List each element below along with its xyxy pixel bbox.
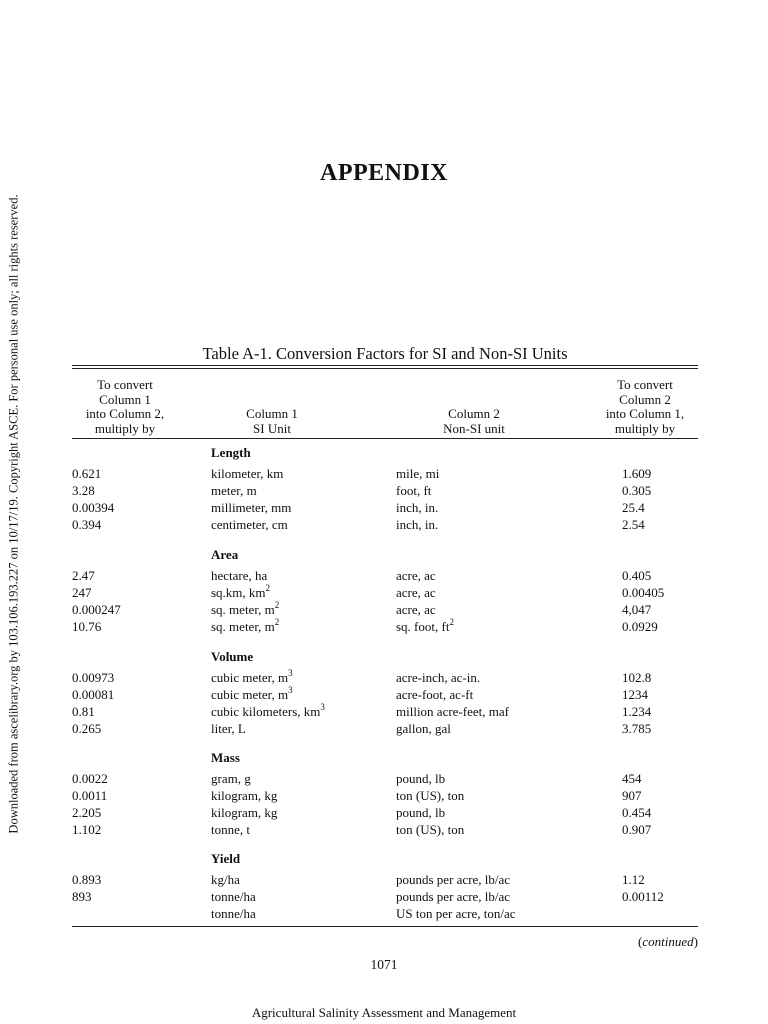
si-unit bbox=[211, 517, 288, 533]
factor-to-non-si-text: 0.621 bbox=[72, 466, 102, 481]
non-si-unit-text: mile, mi bbox=[396, 466, 440, 481]
non-si-unit bbox=[396, 721, 451, 737]
si-unit bbox=[211, 667, 293, 686]
non-si-unit bbox=[396, 805, 445, 821]
non-si-unit bbox=[396, 771, 445, 787]
non-si-unit bbox=[396, 670, 480, 686]
si-unit-text: meter, m bbox=[211, 483, 257, 498]
factor-to-non-si-text: 2.205 bbox=[72, 805, 102, 820]
si-unit-text: cubic meter, m bbox=[211, 687, 289, 702]
table-row bbox=[0, 582, 768, 602]
factor-to-si bbox=[622, 483, 651, 499]
factor-to-si bbox=[622, 771, 642, 787]
si-unit-text: cubic kilometers, km bbox=[211, 704, 321, 719]
factor-to-si bbox=[622, 585, 664, 601]
factor-to-non-si-text: 0.000247 bbox=[72, 602, 121, 617]
factor-to-non-si-text: 10.76 bbox=[72, 619, 102, 634]
non-si-unit-text: inch, in. bbox=[396, 517, 439, 532]
factor-to-non-si-text: 0.00394 bbox=[72, 500, 115, 515]
table-row bbox=[0, 667, 768, 687]
non-si-unit-text: acre, ac bbox=[396, 602, 436, 617]
non-si-unit bbox=[396, 822, 464, 838]
factor-to-non-si bbox=[72, 670, 114, 686]
factor-to-si bbox=[622, 889, 664, 905]
factor-to-si bbox=[622, 788, 642, 804]
factor-to-non-si bbox=[72, 822, 101, 838]
table-row bbox=[0, 483, 768, 500]
factor-to-si bbox=[622, 721, 651, 737]
table-row bbox=[0, 466, 768, 483]
si-unit bbox=[211, 771, 251, 787]
unit-exponent: 2 bbox=[265, 582, 271, 593]
factor-to-non-si-text: 0.0011 bbox=[72, 788, 108, 803]
si-unit-text: sq. meter, m bbox=[211, 619, 275, 634]
non-si-unit-text: acre-inch, ac-in. bbox=[396, 670, 481, 685]
non-si-unit-text: inch, in. bbox=[396, 500, 439, 515]
table-row bbox=[0, 701, 768, 721]
si-unit bbox=[211, 483, 257, 499]
section-heading: Length bbox=[211, 445, 251, 460]
factor-to-si-text: 4,047 bbox=[622, 602, 652, 617]
factor-to-si-text: 0.0929 bbox=[622, 619, 658, 634]
table-row bbox=[0, 805, 768, 822]
copyright-text: Downloaded from ascelibrary.org by 103.106.193.227 on 10/17/19. Copyright ASCE. For personal use only; all rights reserved. bbox=[6, 194, 21, 834]
factor-to-si-text: 1234 bbox=[622, 687, 648, 702]
factor-to-non-si-text: 0.265 bbox=[72, 721, 102, 736]
table-row bbox=[0, 599, 768, 619]
table-row bbox=[0, 822, 768, 839]
si-unit-text: kilogram, kg bbox=[211, 788, 278, 803]
non-si-unit-text: pounds per acre, lb/ac bbox=[396, 889, 511, 904]
si-unit-text: liter, L bbox=[211, 721, 246, 736]
table-row bbox=[0, 517, 768, 534]
si-unit bbox=[211, 701, 325, 720]
header-si-unit: Column 1 SI Unit bbox=[246, 406, 298, 436]
non-si-unit bbox=[396, 616, 454, 635]
table-top-rule-double bbox=[72, 368, 698, 369]
factor-to-non-si bbox=[72, 704, 95, 720]
non-si-unit-text: pound, lb bbox=[396, 805, 446, 820]
page-number: 1071 bbox=[370, 957, 398, 972]
factor-to-si-text: 0.907 bbox=[622, 822, 652, 837]
non-si-unit bbox=[396, 906, 515, 922]
si-unit bbox=[211, 616, 280, 635]
factor-to-si bbox=[622, 602, 651, 618]
factor-to-non-si bbox=[72, 619, 101, 635]
factor-to-si-text: 0.405 bbox=[622, 568, 652, 583]
unit-exponent: 3 bbox=[320, 701, 325, 712]
factor-to-si-text: 102.8 bbox=[622, 670, 652, 685]
si-unit-text: kilometer, km bbox=[211, 466, 284, 481]
si-unit bbox=[211, 500, 291, 516]
si-unit-text: cubic meter, m bbox=[211, 670, 289, 685]
table-row bbox=[0, 616, 768, 636]
header-bottom-rule bbox=[72, 438, 698, 439]
si-unit-text: tonne/ha bbox=[211, 906, 256, 921]
section-heading: Volume bbox=[211, 649, 254, 664]
factor-to-si-text: 0.454 bbox=[622, 805, 652, 820]
factor-to-non-si-text: 3.28 bbox=[72, 483, 95, 498]
non-si-unit bbox=[396, 500, 438, 516]
factor-to-si bbox=[622, 568, 651, 584]
non-si-unit bbox=[396, 872, 510, 888]
table-title: Table A-1. Conversion Factors for SI and Non-SI Units bbox=[202, 344, 568, 363]
factor-to-si-text: 3.785 bbox=[622, 721, 652, 736]
unit-exponent: 2 bbox=[274, 616, 280, 627]
si-unit bbox=[211, 721, 246, 737]
non-si-unit-text: sq. foot, ft bbox=[396, 619, 450, 634]
factor-to-si-text: 454 bbox=[622, 771, 642, 786]
factor-to-non-si bbox=[72, 687, 114, 703]
header-convert-col1: To convert Column 1 into Column 2, multiply by bbox=[85, 377, 165, 436]
si-unit-text: gram, g bbox=[211, 771, 251, 786]
page-heading: APPENDIX bbox=[320, 160, 448, 186]
table-row bbox=[0, 568, 768, 585]
table-row bbox=[0, 771, 768, 788]
unit-exponent: 2 bbox=[274, 599, 280, 610]
si-unit-text: tonne/ha bbox=[211, 889, 256, 904]
factor-to-non-si-text: 0.00973 bbox=[72, 670, 115, 685]
non-si-unit-text: million acre-feet, maf bbox=[396, 704, 509, 719]
non-si-unit-text: pound, lb bbox=[396, 771, 446, 786]
header-non-si-unit: Column 2 Non-SI unit bbox=[443, 406, 505, 436]
factor-to-si bbox=[622, 704, 651, 720]
factor-to-non-si-text: 0.00081 bbox=[72, 687, 115, 702]
table-row bbox=[0, 889, 768, 906]
factor-to-si-text: 0.00405 bbox=[622, 585, 665, 600]
table-row bbox=[0, 788, 768, 805]
factor-to-non-si bbox=[72, 568, 95, 584]
factor-to-non-si bbox=[72, 585, 92, 601]
table-top-rule bbox=[72, 365, 698, 366]
table-row bbox=[0, 684, 768, 704]
factor-to-si-text: 1.234 bbox=[622, 704, 652, 719]
factor-to-non-si-text: 1.102 bbox=[72, 822, 102, 837]
section-heading: Mass bbox=[211, 750, 240, 765]
unit-exponent: 3 bbox=[288, 684, 293, 695]
non-si-unit-text: foot, ft bbox=[396, 483, 432, 498]
si-unit-text: hectare, ha bbox=[211, 568, 268, 583]
non-si-unit bbox=[396, 517, 438, 533]
si-unit bbox=[211, 889, 256, 905]
section-heading: Yield bbox=[211, 851, 241, 866]
si-unit bbox=[211, 466, 283, 482]
table-row bbox=[0, 872, 768, 889]
non-si-unit bbox=[396, 568, 436, 584]
factor-to-si-text: 0.305 bbox=[622, 483, 652, 498]
factor-to-si bbox=[622, 466, 651, 482]
continued-note: (continued) bbox=[638, 934, 698, 949]
non-si-unit bbox=[396, 602, 436, 618]
factor-to-si-text: 25.4 bbox=[622, 500, 645, 515]
table-bottom-rule bbox=[72, 926, 698, 927]
factor-to-non-si bbox=[72, 721, 101, 737]
non-si-unit-text: US ton per acre, ton/ac bbox=[396, 906, 516, 921]
non-si-unit-text: ton (US), ton bbox=[396, 822, 465, 837]
si-unit bbox=[211, 788, 277, 804]
si-unit-text: sq. meter, m bbox=[211, 602, 275, 617]
factor-to-si bbox=[622, 619, 658, 635]
si-unit-text: kg/ha bbox=[211, 872, 240, 887]
si-unit bbox=[211, 822, 250, 838]
si-unit-text: sq.km, km bbox=[211, 585, 266, 600]
non-si-unit-text: acre, ac bbox=[396, 585, 436, 600]
si-unit bbox=[211, 872, 240, 888]
non-si-unit bbox=[396, 466, 439, 482]
header-convert-col2: To convert Column 2 into Column 1, multiply by bbox=[605, 377, 685, 436]
factor-to-non-si-text: 0.0022 bbox=[72, 771, 108, 786]
factor-to-si-text: 2.54 bbox=[622, 517, 645, 532]
factor-to-non-si-text: 0.893 bbox=[72, 872, 102, 887]
factor-to-non-si bbox=[72, 517, 101, 533]
non-si-unit bbox=[396, 585, 436, 601]
factor-to-non-si-text: 893 bbox=[72, 889, 92, 904]
si-unit-text: millimeter, mm bbox=[211, 500, 292, 515]
factor-to-non-si bbox=[72, 889, 92, 905]
non-si-unit bbox=[396, 483, 431, 499]
factor-to-non-si bbox=[72, 500, 114, 516]
si-unit bbox=[211, 684, 293, 703]
si-unit-text: kilogram, kg bbox=[211, 805, 278, 820]
factor-to-non-si bbox=[72, 872, 101, 888]
unit-exponent: 3 bbox=[288, 667, 293, 678]
factor-to-non-si-text: 0.394 bbox=[72, 517, 102, 532]
non-si-unit-text: acre, ac bbox=[396, 568, 436, 583]
factor-to-si bbox=[622, 517, 645, 533]
factor-to-si bbox=[622, 670, 651, 686]
factor-to-non-si bbox=[72, 771, 108, 787]
book-title: Agricultural Salinity Assessment and Management bbox=[251, 1005, 517, 1020]
si-unit bbox=[211, 805, 277, 821]
factor-to-si bbox=[622, 687, 648, 703]
factor-to-si bbox=[622, 822, 651, 838]
table-row bbox=[0, 500, 768, 517]
factor-to-non-si-text: 247 bbox=[72, 585, 92, 600]
factor-to-si bbox=[622, 805, 651, 821]
si-unit-text: centimeter, cm bbox=[211, 517, 288, 532]
factor-to-non-si bbox=[72, 788, 107, 804]
factor-to-non-si bbox=[72, 483, 95, 499]
factor-to-si bbox=[622, 500, 645, 516]
table-row bbox=[0, 906, 768, 923]
factor-to-si-text: 1.12 bbox=[622, 872, 645, 887]
non-si-unit-text: acre-foot, ac-ft bbox=[396, 687, 474, 702]
non-si-unit bbox=[396, 788, 464, 804]
factor-to-non-si-text: 2.47 bbox=[72, 568, 95, 583]
si-unit-text: tonne, t bbox=[211, 822, 250, 837]
non-si-unit bbox=[396, 704, 509, 720]
si-unit bbox=[211, 582, 271, 601]
factor-to-si-text: 1.609 bbox=[622, 466, 652, 481]
si-unit bbox=[211, 568, 267, 584]
factor-to-non-si bbox=[72, 805, 101, 821]
factor-to-non-si bbox=[72, 466, 101, 482]
non-si-unit bbox=[396, 889, 510, 905]
factor-to-si-text: 0.00112 bbox=[622, 889, 664, 904]
non-si-unit-text: ton (US), ton bbox=[396, 788, 465, 803]
factor-to-non-si-text: 0.81 bbox=[72, 704, 95, 719]
factor-to-si bbox=[622, 872, 645, 888]
factor-to-si-text: 907 bbox=[622, 788, 642, 803]
non-si-unit-text: gallon, gal bbox=[396, 721, 451, 736]
section-heading: Area bbox=[211, 547, 239, 562]
si-unit bbox=[211, 599, 280, 618]
non-si-unit bbox=[396, 687, 473, 703]
unit-exponent: 2 bbox=[449, 616, 454, 627]
table-row bbox=[0, 721, 768, 738]
si-unit bbox=[211, 906, 256, 922]
factor-to-non-si bbox=[72, 602, 121, 618]
non-si-unit-text: pounds per acre, lb/ac bbox=[396, 872, 511, 887]
